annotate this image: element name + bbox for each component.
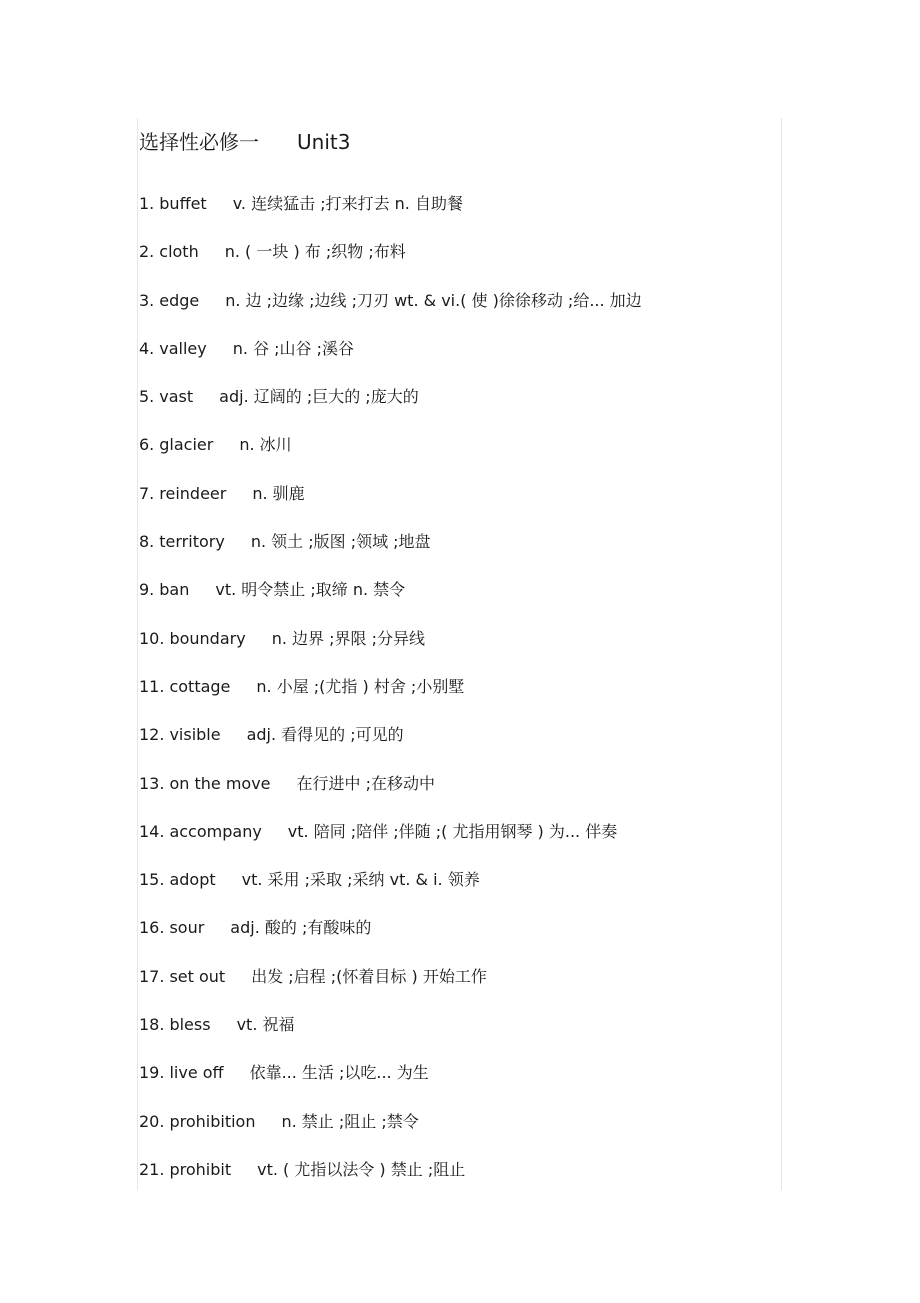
vocab-entry — [139, 480, 642, 528]
vocab-entry — [139, 431, 642, 479]
entry-word: glacier — [159, 435, 214, 455]
entry-word: on the move — [169, 773, 271, 793]
page-title — [139, 127, 350, 157]
right-margin-rule — [781, 118, 782, 1190]
left-margin-rule — [137, 118, 138, 1190]
entry-number: 1. — [139, 194, 155, 213]
vocab-entry — [139, 190, 642, 238]
entry-definition: vt. ( 尤指以法令 ) 禁止 ;阻止 — [257, 1159, 466, 1179]
entry-number: 2. — [139, 242, 155, 262]
entry-word: prohibition — [169, 1111, 256, 1131]
entry-word: cloth — [159, 242, 199, 262]
entry-number: 13. — [139, 773, 165, 793]
vocab-entry — [139, 1059, 642, 1107]
entry-word: boundary — [169, 628, 246, 648]
title-unit: Unit3 — [297, 130, 351, 154]
entry-number: 8. — [139, 532, 155, 552]
entry-definition: n. 谷 ;山谷 ;溪谷 — [232, 338, 355, 358]
entry-definition: 在行进中 ;在移动中 — [296, 773, 435, 793]
entry-definition: vt. 采用 ;采取 ;采纳 vt. & i. 领养 — [241, 870, 480, 890]
vocab-entry — [139, 1108, 642, 1156]
entry-number: 17. — [139, 966, 165, 986]
entry-word: cottage — [169, 676, 231, 696]
entry-definition: n. 驯鹿 — [252, 483, 305, 503]
vocab-entry — [139, 335, 642, 383]
title-chinese: 选择性必修一 — [139, 130, 259, 154]
vocab-entry — [139, 1156, 642, 1204]
entry-definition: adj. 酸的 ;有酸味的 — [230, 918, 372, 938]
entry-word: set out — [169, 966, 226, 986]
entry-number: 21. — [139, 1159, 165, 1179]
entry-definition: vt. 祝福 — [236, 1015, 295, 1035]
entry-number: 11. — [139, 676, 165, 696]
entry-number: 9. — [139, 580, 155, 600]
vocab-entry — [139, 576, 642, 624]
entry-definition: n. 冰川 — [239, 435, 292, 455]
entry-definition: v. 连续猛击 ;打来打去 n. 自助餐 — [232, 194, 463, 213]
entry-definition: vt. 明令禁止 ;取缔 n. 禁令 — [215, 580, 406, 600]
entry-word: edge — [159, 290, 200, 310]
entry-word: live off — [169, 1063, 224, 1083]
entry-word: ban — [159, 580, 190, 600]
entry-word: accompany — [169, 821, 262, 841]
entry-definition: 依靠... 生活 ;以吃... 为生 — [249, 1063, 429, 1083]
entry-word: visible — [169, 725, 221, 745]
vocab-entry — [139, 625, 642, 673]
vocab-entry — [139, 721, 642, 769]
entry-number: 6. — [139, 435, 155, 455]
vocab-entry — [139, 914, 642, 962]
entry-number: 3. — [139, 290, 155, 310]
vocab-entry — [139, 818, 642, 866]
vocab-entry — [139, 963, 642, 1011]
entry-word: sour — [169, 918, 205, 938]
entry-word: valley — [159, 338, 207, 358]
vocab-entry — [139, 866, 642, 914]
vocab-entry — [139, 287, 642, 335]
entry-definition: n. 领土 ;版图 ;领域 ;地盘 — [250, 532, 431, 552]
entry-word: vast — [159, 387, 194, 407]
entry-number: 4. — [139, 338, 155, 358]
entry-word: territory — [159, 532, 225, 552]
entry-word: reindeer — [159, 483, 227, 503]
entry-definition: adj. 辽阔的 ;巨大的 ;庞大的 — [219, 387, 419, 407]
vocab-entry — [139, 238, 642, 286]
vocab-entry — [139, 1011, 642, 1059]
vocab-entry — [139, 528, 642, 576]
entry-definition: adj. 看得见的 ;可见的 — [246, 725, 404, 745]
entry-number: 16. — [139, 918, 165, 938]
entry-definition: n. 禁止 ;阻止 ;禁令 — [281, 1111, 419, 1131]
vocab-entry — [139, 673, 642, 721]
entry-number: 20. — [139, 1111, 165, 1131]
entry-number: 19. — [139, 1063, 165, 1083]
entry-definition: n. 边界 ;界限 ;分异线 — [271, 628, 425, 648]
vocab-entry — [139, 383, 642, 431]
vocab-entry — [139, 770, 642, 818]
entry-number: 14. — [139, 821, 165, 841]
vocabulary-list — [139, 190, 642, 1204]
entry-word: adopt — [169, 870, 216, 890]
entry-definition: n. 小屋 ;(尤指 ) 村舍 ;小别墅 — [256, 676, 465, 696]
entry-definition: n. ( 一块 ) 布 ;织物 ;布料 — [224, 242, 406, 262]
entry-word: buffet — [159, 194, 207, 213]
entry-definition: vt. 陪同 ;陪伴 ;伴随 ;( 尤指用钢琴 ) 为... 伴奏 — [287, 821, 618, 841]
entry-definition: 出发 ;启程 ;(怀着目标 ) 开始工作 — [251, 966, 487, 986]
entry-word: bless — [169, 1015, 211, 1035]
entry-number: 15. — [139, 870, 165, 890]
entry-word: prohibit — [169, 1159, 232, 1179]
entry-definition: n. 边 ;边缘 ;边线 ;刀刃 wt. & vi.( 使 )徐徐移动 ;给... 加边 — [225, 290, 642, 310]
entry-number: 12. — [139, 725, 165, 745]
entry-number: 18. — [139, 1015, 165, 1035]
entry-number: 5. — [139, 387, 155, 407]
entry-number: 10. — [139, 628, 165, 648]
entry-number: 7. — [139, 483, 155, 503]
